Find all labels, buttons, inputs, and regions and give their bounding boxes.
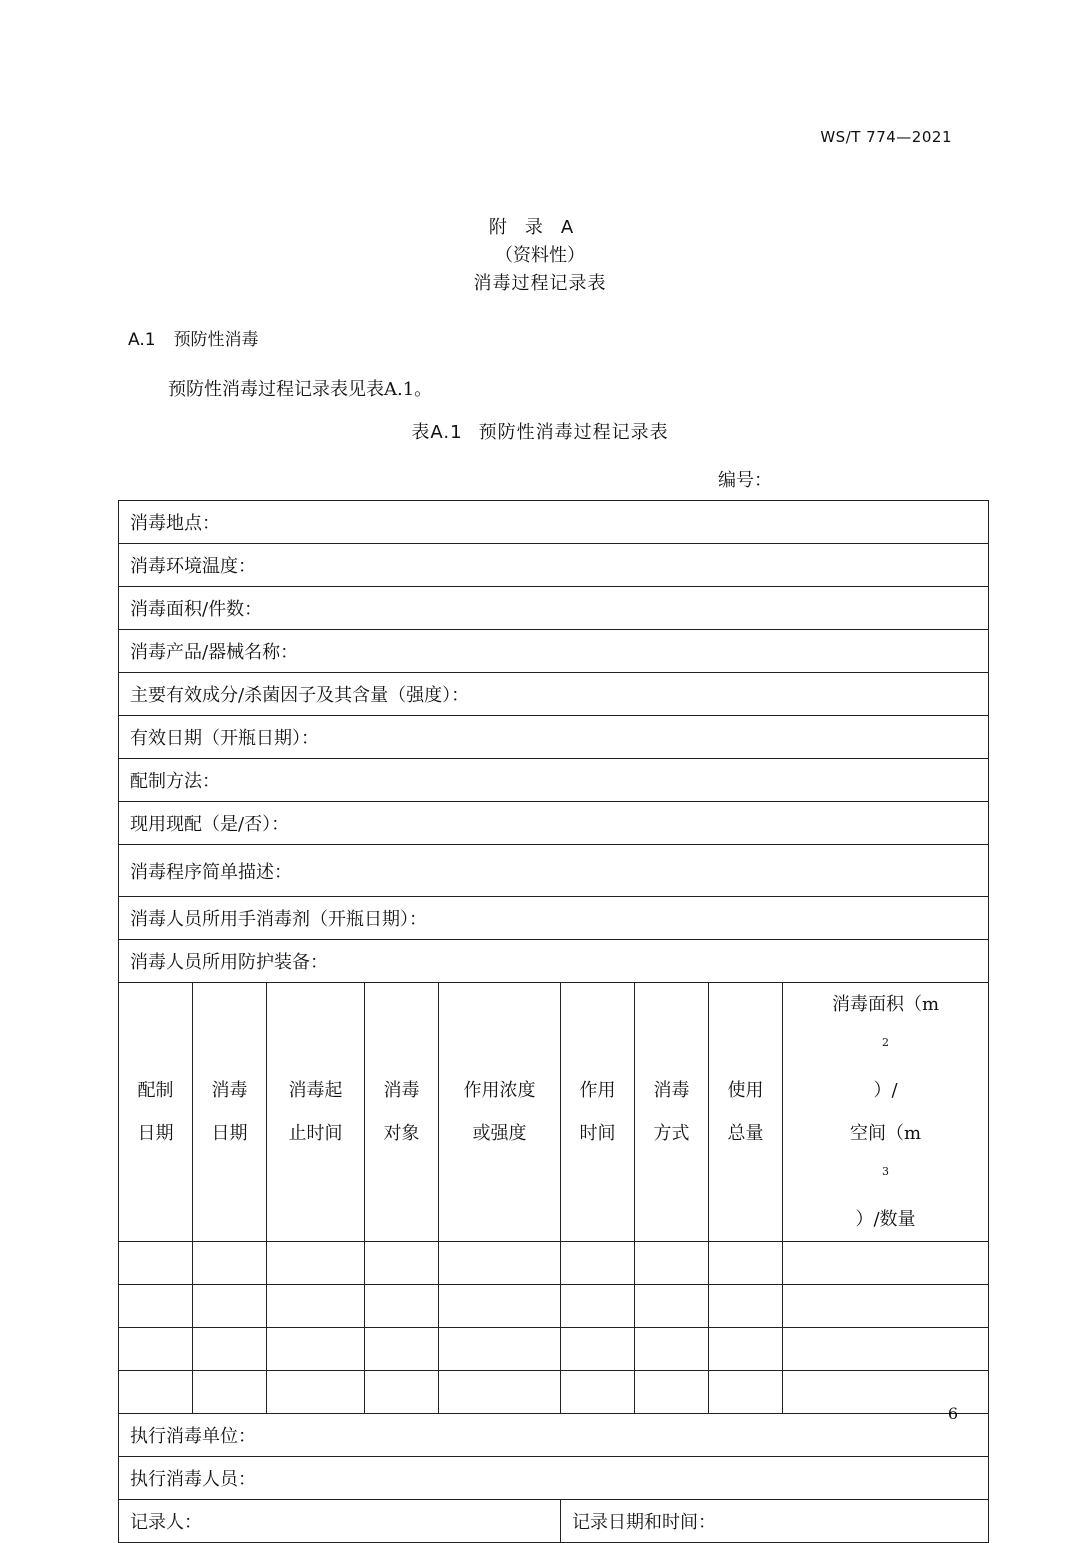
field-expiry-date: 有效日期（开瓶日期）： xyxy=(119,716,989,759)
table-cell[interactable] xyxy=(193,1328,267,1371)
serial-number-label: 编号： xyxy=(718,470,772,491)
table-cell[interactable] xyxy=(709,1371,783,1414)
table-cell[interactable] xyxy=(267,1242,365,1285)
field-product-name: 消毒产品/器械名称： xyxy=(119,630,989,673)
section-title: 预防性消毒 xyxy=(173,330,259,350)
table-cell[interactable] xyxy=(561,1242,635,1285)
table-cell[interactable] xyxy=(267,1328,365,1371)
column-header-start-end-time: 消毒起 止时间 xyxy=(267,983,365,1242)
table-cell[interactable] xyxy=(439,1285,561,1328)
field-preparation-method: 配制方法： xyxy=(119,759,989,802)
column-header-area-volume: 消毒面积（m $^2$ ）/ 空间（m $^3$ ）/数量 xyxy=(783,983,989,1242)
section-heading xyxy=(128,325,259,350)
table-caption xyxy=(0,418,1080,444)
table-cell[interactable] xyxy=(439,1328,561,1371)
table-row xyxy=(119,1285,989,1328)
intro-paragraph: 预防性消毒过程记录表见表A.1。 xyxy=(168,379,433,400)
field-executing-unit: 执行消毒单位： xyxy=(119,1414,989,1457)
field-record-datetime: 记录日期和时间： xyxy=(561,1500,989,1543)
field-temperature: 消毒环境温度： xyxy=(119,544,989,587)
field-recorder: 记录人： xyxy=(119,1500,561,1543)
table-cell[interactable] xyxy=(561,1328,635,1371)
table-cell[interactable] xyxy=(709,1328,783,1371)
table-cell[interactable] xyxy=(365,1328,439,1371)
field-active-ingredient: 主要有效成分/杀菌因子及其含量（强度）： xyxy=(119,673,989,716)
table-cell[interactable] xyxy=(193,1371,267,1414)
table-cell[interactable] xyxy=(561,1371,635,1414)
table-cell[interactable] xyxy=(635,1371,709,1414)
column-header-disinfection-date: 消毒 日期 xyxy=(193,983,267,1242)
table-row xyxy=(119,1371,989,1414)
table-cell[interactable] xyxy=(439,1242,561,1285)
table-cell[interactable] xyxy=(439,1371,561,1414)
field-fresh-prepared: 现用现配（是/否）： xyxy=(119,802,989,845)
field-procedure-description: 消毒程序简单描述： xyxy=(119,845,989,897)
column-header-action-time: 作用 时间 xyxy=(561,983,635,1242)
table-row xyxy=(119,1242,989,1285)
table-caption-number: 表A.1 xyxy=(411,422,463,443)
column-header-row xyxy=(119,983,989,1242)
page-number: 6 xyxy=(947,1404,958,1423)
field-executing-personnel: 执行消毒人员： xyxy=(119,1457,989,1500)
table-cell[interactable] xyxy=(119,1242,193,1285)
appendix-title: 消毒过程记录表 xyxy=(473,273,607,294)
column-header-concentration: 作用浓度 或强度 xyxy=(439,983,561,1242)
table-cell[interactable] xyxy=(783,1328,989,1371)
table-cell[interactable] xyxy=(365,1285,439,1328)
table-cell[interactable] xyxy=(635,1285,709,1328)
field-protective-equipment: 消毒人员所用防护装备： xyxy=(119,940,989,983)
table-cell[interactable] xyxy=(561,1285,635,1328)
table-cell[interactable] xyxy=(709,1285,783,1328)
table-cell[interactable] xyxy=(193,1242,267,1285)
table-cell[interactable] xyxy=(783,1285,989,1328)
field-area-count: 消毒面积/件数： xyxy=(119,587,989,630)
table-cell[interactable] xyxy=(635,1242,709,1285)
column-header-prep-date: 配制 日期 xyxy=(119,983,193,1242)
record-table xyxy=(118,500,989,1543)
table-row xyxy=(119,1328,989,1371)
field-location: 消毒地点： xyxy=(119,501,989,544)
field-hand-disinfectant: 消毒人员所用手消毒剂（开瓶日期）： xyxy=(119,897,989,940)
table-cell[interactable] xyxy=(119,1328,193,1371)
column-header-target: 消毒 对象 xyxy=(365,983,439,1242)
table-cell[interactable] xyxy=(119,1371,193,1414)
table-cell[interactable] xyxy=(267,1371,365,1414)
appendix-type: （资料性） xyxy=(495,245,585,266)
column-header-total-usage: 使用 总量 xyxy=(709,983,783,1242)
table-cell[interactable] xyxy=(267,1285,365,1328)
column-header-method: 消毒 方式 xyxy=(635,983,709,1242)
table-cell[interactable] xyxy=(635,1328,709,1371)
table-cell[interactable] xyxy=(119,1285,193,1328)
table-cell[interactable] xyxy=(365,1242,439,1285)
table-cell[interactable] xyxy=(193,1285,267,1328)
table-caption-title: 预防性消毒过程记录表 xyxy=(478,422,669,443)
table-cell[interactable] xyxy=(365,1371,439,1414)
appendix-label: 附录A xyxy=(488,217,592,238)
table-cell[interactable] xyxy=(709,1242,783,1285)
section-number: A.1 xyxy=(128,330,156,350)
table-cell[interactable] xyxy=(783,1242,989,1285)
standard-number: WS/T 774—2021 xyxy=(820,128,952,146)
